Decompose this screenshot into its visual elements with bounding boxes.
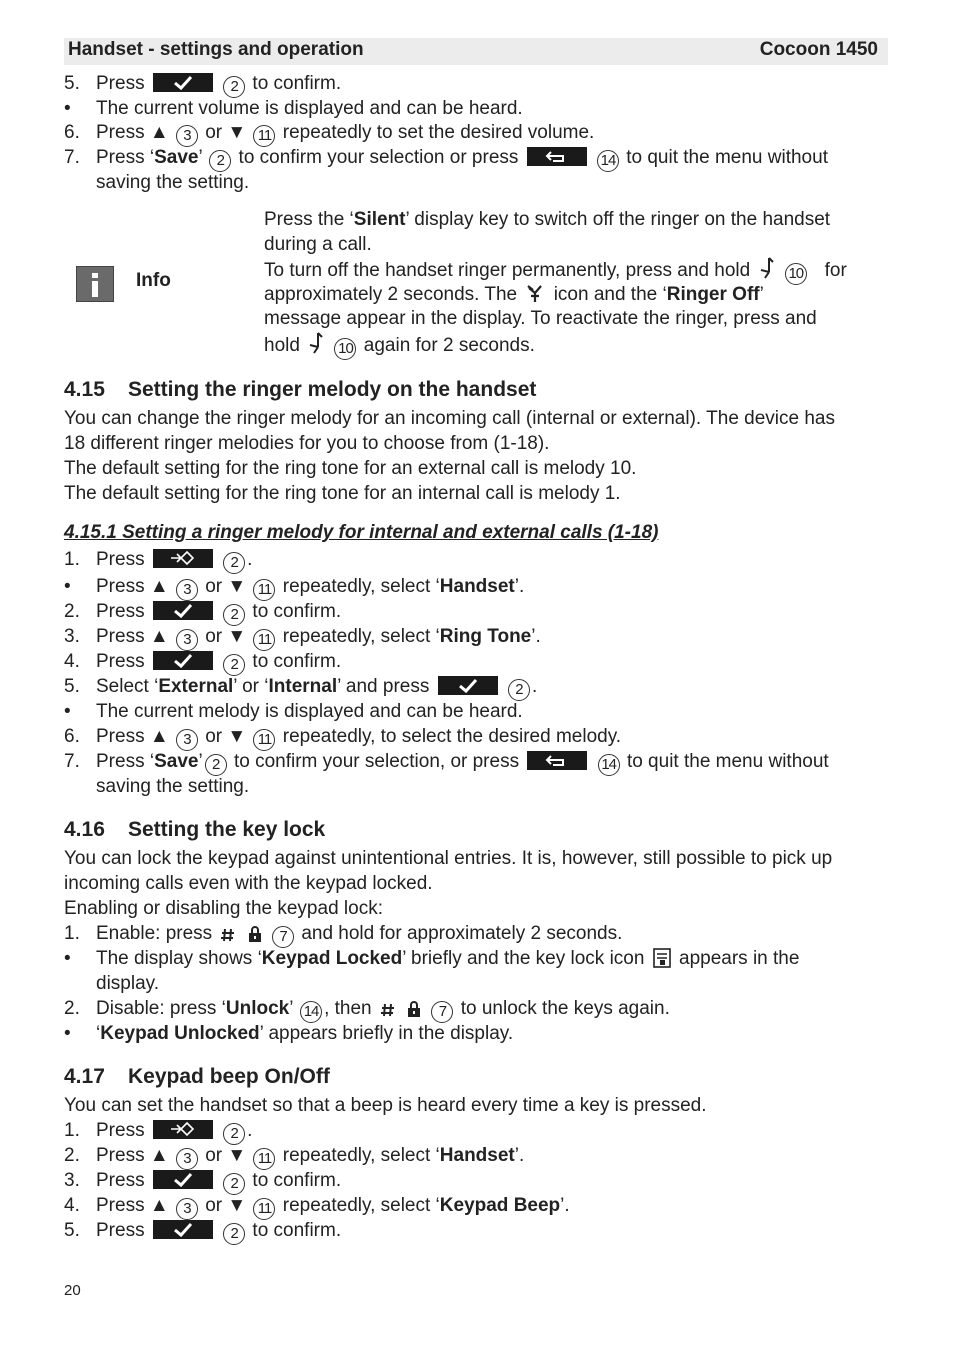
circled-key-number: 2	[223, 654, 245, 676]
check-softkey-icon	[153, 1220, 213, 1239]
circled-key-number: 3	[176, 729, 198, 751]
check-softkey-icon	[153, 601, 213, 620]
check-softkey-icon	[153, 651, 213, 670]
circled-key-number: 11	[253, 1148, 275, 1170]
circled-key-number: 2	[209, 150, 231, 172]
paragraph: The default setting for the ring tone for an internal call is melody 1.	[64, 483, 621, 504]
subsection-heading: 4.15.1 Setting a ringer melody for internal and external calls (1-18)	[64, 522, 659, 543]
circled-key-number: 11	[253, 1198, 275, 1220]
paragraph: incoming calls even with the keypad locked.	[64, 873, 433, 894]
page-header	[64, 38, 888, 65]
circled-key-number: 14	[598, 754, 620, 776]
section-heading: 4.16 Setting the key lock	[64, 818, 326, 841]
circled-key-number: 11	[253, 729, 275, 751]
circled-key-number: 3	[176, 629, 198, 651]
hash-icon	[380, 1002, 396, 1018]
ringer-key-icon	[759, 256, 775, 280]
check-softkey-icon	[438, 676, 498, 695]
ringer-off-icon	[525, 282, 545, 304]
paragraph: The default setting for the ring tone for an external call is melody 10.	[64, 458, 637, 479]
circled-key-number: 2	[223, 1223, 245, 1245]
keylock-display-icon	[653, 948, 671, 968]
circled-key-number: 14	[597, 150, 619, 172]
back-arrow-softkey-icon	[527, 751, 587, 770]
circled-key-number: 2	[223, 1123, 245, 1145]
check-softkey-icon	[153, 73, 213, 92]
circled-key-number: 3	[176, 1148, 198, 1170]
paragraph: Enabling or disabling the keypad lock:	[64, 898, 383, 919]
back-arrow-softkey-icon	[527, 147, 587, 166]
section-heading: 4.15 Setting the ringer melody on the handset	[64, 378, 537, 401]
circled-key-number: 2	[508, 679, 530, 701]
circled-key-number: 14	[300, 1001, 322, 1023]
circled-key-number: 3	[176, 125, 198, 147]
circled-key-number: 7	[431, 1001, 453, 1023]
info-line: message appear in the display. To reactivate the ringer, press and	[264, 308, 817, 329]
paragraph: You can set the handset so that a beep is heard every time a key is pressed.	[64, 1095, 707, 1116]
header-title: Handset - settings and operation	[68, 39, 364, 60]
info-line: approximately 2 seconds. The icon and the ‘Ringer Off’	[264, 284, 764, 305]
menu-softkey-icon	[153, 549, 213, 568]
circled-key-number: 2	[223, 1173, 245, 1195]
circled-key-number: 3	[176, 579, 198, 601]
circled-key-number: 11	[253, 125, 275, 147]
menu-softkey-icon	[153, 1120, 213, 1139]
circled-key-number: 11	[253, 629, 275, 651]
circled-key-number: 7	[272, 926, 294, 948]
circled-key-number: 2	[205, 754, 227, 776]
lock-icon	[248, 925, 262, 943]
info-line: during a call.	[264, 234, 372, 255]
info-label: Info	[136, 270, 171, 291]
paragraph: You can change the ringer melody for an incoming call (internal or external). The device has	[64, 408, 835, 429]
circled-key-number: 2	[223, 604, 245, 626]
page-number: 20	[64, 1282, 81, 1299]
lock-icon	[407, 1000, 421, 1018]
circled-key-number: 11	[253, 579, 275, 601]
circled-key-number: 10	[785, 263, 807, 285]
section-heading: 4.17 Keypad beep On/Off	[64, 1065, 330, 1088]
paragraph: 18 different ringer melodies for you to choose from (1-18).	[64, 433, 550, 454]
info-icon	[76, 266, 114, 302]
paragraph: You can lock the keypad against unintentional entries. It is, however, still possible to pick up	[64, 848, 833, 869]
info-line: Press the ‘Silent’ display key to switch off the ringer on the handset	[264, 209, 831, 230]
circled-key-number: 2	[223, 76, 245, 98]
ringer-key-icon	[308, 331, 324, 355]
circled-key-number: 3	[176, 1198, 198, 1220]
info-line: To turn off the handset ringer permanently, press and hold 10 for	[264, 256, 847, 285]
circled-key-number: 10	[334, 338, 356, 360]
check-softkey-icon	[153, 1170, 213, 1189]
hash-icon	[220, 927, 236, 943]
header-model: Cocoon 1450	[759, 39, 878, 60]
circled-key-number: 2	[223, 552, 245, 574]
info-line: hold 10 again for 2 seconds.	[264, 331, 535, 360]
